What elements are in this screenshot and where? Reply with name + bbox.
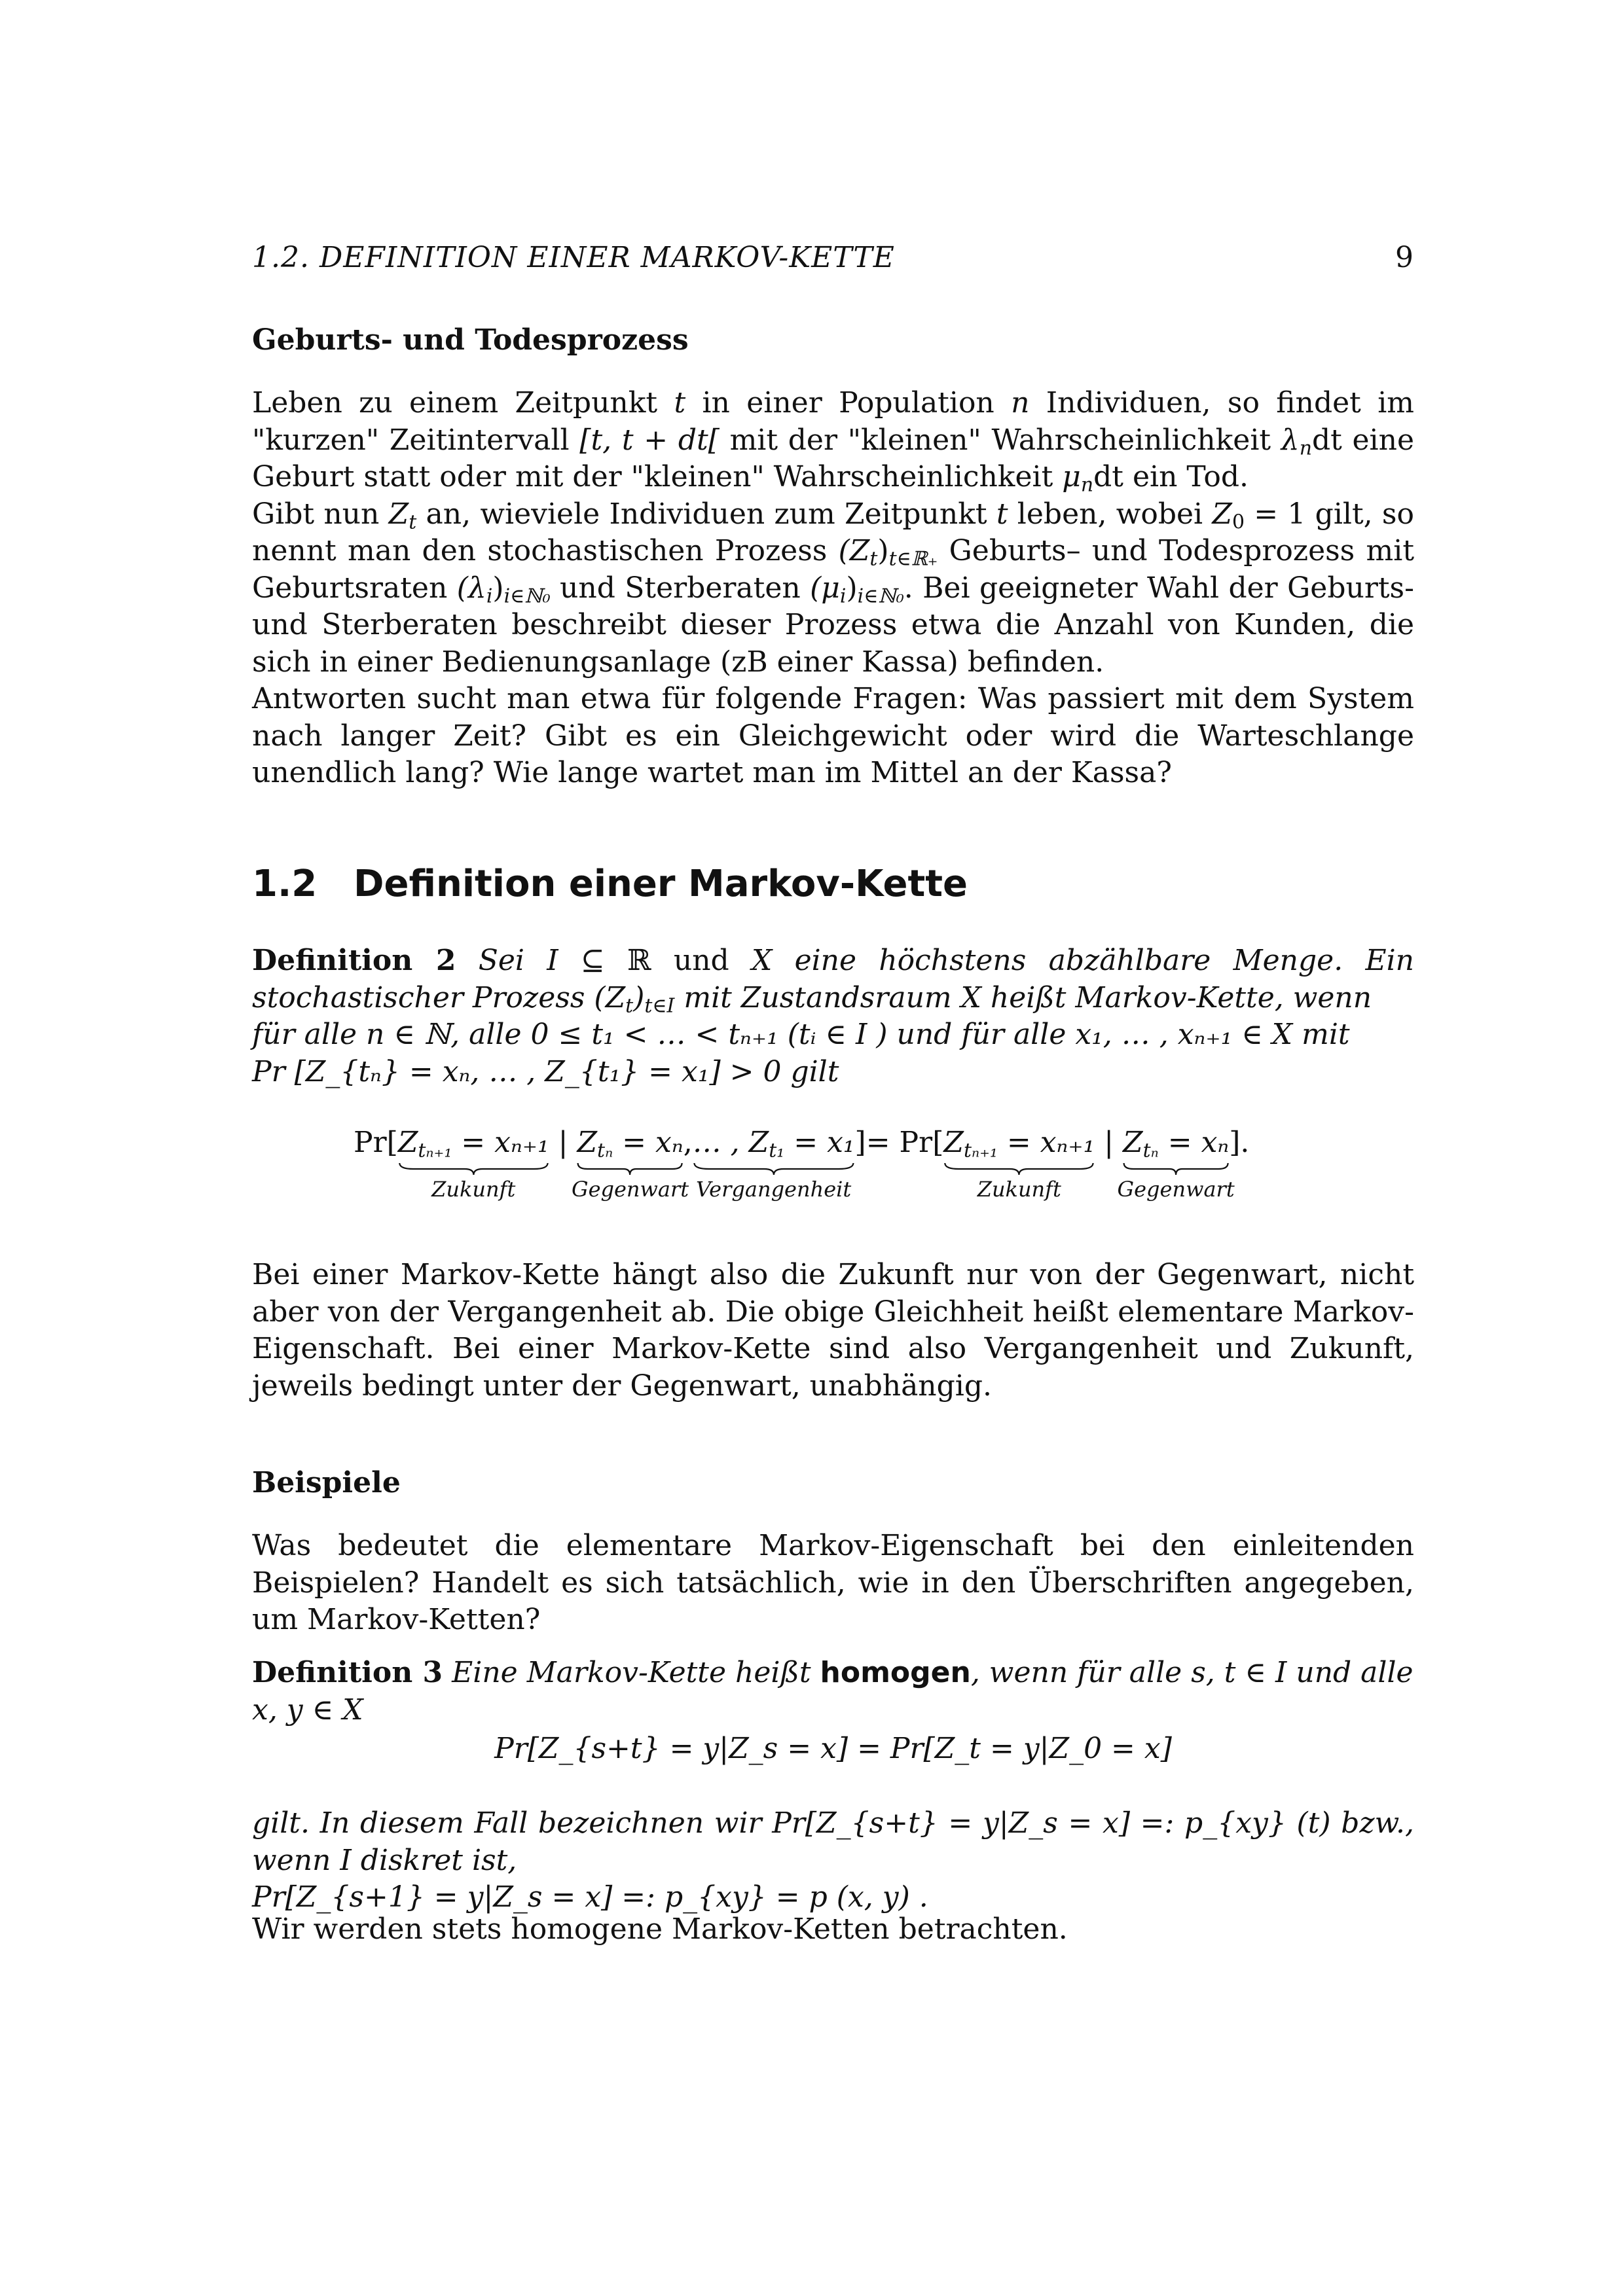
math: = xₙ₊₁ [452,1126,549,1159]
math: Z [1123,1126,1143,1159]
math-sub: t₁ [769,1139,785,1162]
math-sub: t [625,994,634,1017]
math: X [751,944,773,977]
markov-explanation [252,1257,1414,1405]
closing-sentence [252,1911,1414,1948]
math: = x₁ [784,1126,855,1159]
text: Pr[Z_{s+1} = y|Z_s = x] =: p_{xy} = p (x, y) . [252,1880,928,1914]
brace [577,1162,683,1176]
text: Geburts– und Todesprozess mit Geburtsraten [252,534,1414,605]
math-sub: i [486,584,493,607]
math-sub: t∈I [644,994,675,1017]
math-sub: tₙ [1142,1139,1159,1162]
definition-label: Definition 3 [252,1656,443,1689]
definition-3 [252,1655,1414,1729]
math: = xₙ [1158,1126,1230,1159]
math: λ [1281,423,1300,457]
text: in einer Population [685,386,1012,420]
section-number: 1.2 [252,863,318,905]
math: (μ [810,571,840,605]
text: dt ein Tod. [1093,460,1249,493]
birth-death-body [252,385,1414,792]
math: Z [397,1126,418,1159]
eq-op: Pr[ [354,1126,398,1159]
math: Z [388,497,409,531]
text: und Sterberaten [550,571,811,605]
math-sub: i [839,584,847,607]
brace [1123,1162,1229,1176]
math: ) [492,571,504,605]
math-sub: tₙ₊₁ [418,1139,452,1162]
math-sub: tₙ [597,1139,613,1162]
text: Antworten sucht man etwa für folgende Fragen: Was passiert mit dem System nach langer Zeit? Gibt es ein Gleichgewicht oder wird die Warteschlange unendlich lang? Wie lange wartet man im Mittel an der Kassa? [252,682,1414,789]
subsection-title: Beispiele [252,1466,401,1499]
math-sub: tₙ₊₁ [963,1139,998,1162]
section-title: Definition einer Markov-Kette [354,863,968,905]
math-sub: t [869,547,878,571]
math: Z [577,1126,598,1159]
brace-label: Gegenwart [572,1177,689,1202]
text: leben, wobei [1008,497,1213,531]
text: eine höchstens abzählbare Menge. Ein stochastischer Prozess [252,944,1414,1014]
underbrace-zukunft [397,1126,549,1202]
definition-2 [252,942,1414,1090]
math: ) [846,571,858,605]
text: , wenn für alle s, t ∈ I und alle x, y ∈ X [252,1656,1413,1727]
homogeneous-equation [252,1731,1414,1768]
math: ) [633,980,645,1014]
text: Leben zu einem Zeitpunkt [252,386,674,420]
math-sub: i∈ℕ₀ [857,584,904,607]
underbrace-vergangenheit [692,1126,855,1202]
math-sub: t∈ℝ₊ [888,547,938,571]
brace-label: Zukunft [431,1177,516,1202]
math: t [996,497,1008,531]
text: Individuen, so findet im "kurzen" Zeitintervall [252,386,1414,457]
text: an, wieviele Individuen zum Zeitpunkt [416,497,996,531]
math-sub: t [409,510,417,533]
underbrace-gegenwart-right [1117,1126,1235,1202]
math: ⊆ ℝ und [558,944,752,977]
text: heißt Markov-Kette, wenn [981,980,1372,1014]
running-title: 1.2. DEFINITION EINER MARKOV-KETTE [252,241,895,274]
markov-property-equation [354,1126,1336,1217]
section-heading [252,863,968,905]
math: (Z [594,980,626,1014]
text: Pr [Z_{tₙ} = xₙ, … , Z_{t₁} = x₁] > 0 gilt [252,1054,839,1088]
underbrace-gegenwart [572,1126,689,1202]
math: [t, t + dt[ [579,423,720,457]
text: dt eine Geburt statt oder mit der "kleinen" Wahrscheinlichkeit [252,423,1415,493]
text: Eine Markov-Kette heißt [443,1656,820,1689]
math-sub: 0 [1231,510,1245,533]
brace-label: Gegenwart [1117,1177,1235,1202]
text: Was bedeutet die elementare Markov-Eigenschaft bei den einleitenden Beispielen? Handelt es sich tatsächlich, wie in den Überschriften angegeben, um Markov-Ketten? [252,1529,1414,1636]
running-header [252,241,1414,280]
math-sub: n [1080,473,1094,497]
text: gilt. In diesem Fall bezeichnen wir Pr[Z_{s+t} = y|Z_s = x] =: p_{xy} (t) bzw., wenn I diskret ist, [252,1806,1414,1877]
eq-op: | [1095,1126,1123,1159]
math: = xₙ₊₁ [997,1126,1095,1159]
text: für alle n ∈ ℕ, alle 0 ≤ t₁ < … < tₙ₊₁ (tᵢ ∈ I ) und für alle x₁, … , xₙ₊₁ ∈ X mit [252,1018,1350,1051]
brace-label: Vergangenheit [695,1177,852,1202]
text: Bei einer Markov-Kette hängt also die Zukunft nur von der Gegenwart, nicht aber von der Vergangenheit ab. Die obige Gleichheit heißt elementare Markov-Eigenschaft. Bei einer Markov-Kette sind also Vergangenheit und Zukunft, jeweils bedingt unter der Gegenwart, unabhängig. [252,1258,1414,1403]
examples-heading [252,1465,1414,1502]
text: Sei [456,944,547,977]
page-number: 9 [1395,241,1414,274]
eq-op: | [549,1126,577,1159]
text: Wir werden stets homogene Markov-Ketten betrachten. [252,1912,1068,1946]
math: n [1011,386,1030,420]
math: t [674,386,686,420]
eq-op: , [683,1126,693,1159]
brace-label: Zukunft [977,1177,1061,1202]
text: = 1 gilt, so nennt man den stochastischen Prozess [252,497,1415,567]
text: mit Zustandsraum [674,980,961,1014]
eq-op: ]. [1229,1126,1250,1159]
math: (λ [456,571,486,605]
math: μ [1062,460,1081,493]
underbrace-zukunft-right [943,1126,1095,1202]
text: Gibt nun [252,497,389,531]
subsection-title: Geburts- und Todesprozess [252,323,689,357]
text: mit der "kleinen" Wahrscheinlichkeit [719,423,1281,457]
math: Pr[Z_{s+t} = y|Z_s = x] = Pr[Z_t = y|Z_0 = x] [494,1732,1172,1765]
brace [398,1162,549,1176]
emphasis: homogen [820,1656,971,1689]
math: ) [877,534,889,567]
definition-3-continuation [252,1805,1414,1916]
math: I [547,944,558,977]
math: Z [1212,497,1232,531]
math: = xₙ [613,1126,684,1159]
examples-body [252,1528,1414,1639]
eq-op: ]= Pr[ [854,1126,944,1159]
math: (Z [838,534,870,567]
birth-death-heading [252,322,1414,359]
brace [693,1162,855,1176]
definition-label: Definition 2 [252,944,456,977]
text: . Bei geeigneter Wahl der Geburts- und Sterberaten beschreibt dieser Prozess etwa die Anzahl von Kunden, die sich in einer Bedienungsanlage (zB einer Kassa) befinden. [252,571,1414,679]
brace [943,1162,1095,1176]
math: Z [943,1126,964,1159]
math: … , Z [692,1126,769,1159]
math: X [960,980,981,1014]
math-sub: n [1299,436,1312,459]
math-sub: i∈ℕ₀ [503,584,551,607]
